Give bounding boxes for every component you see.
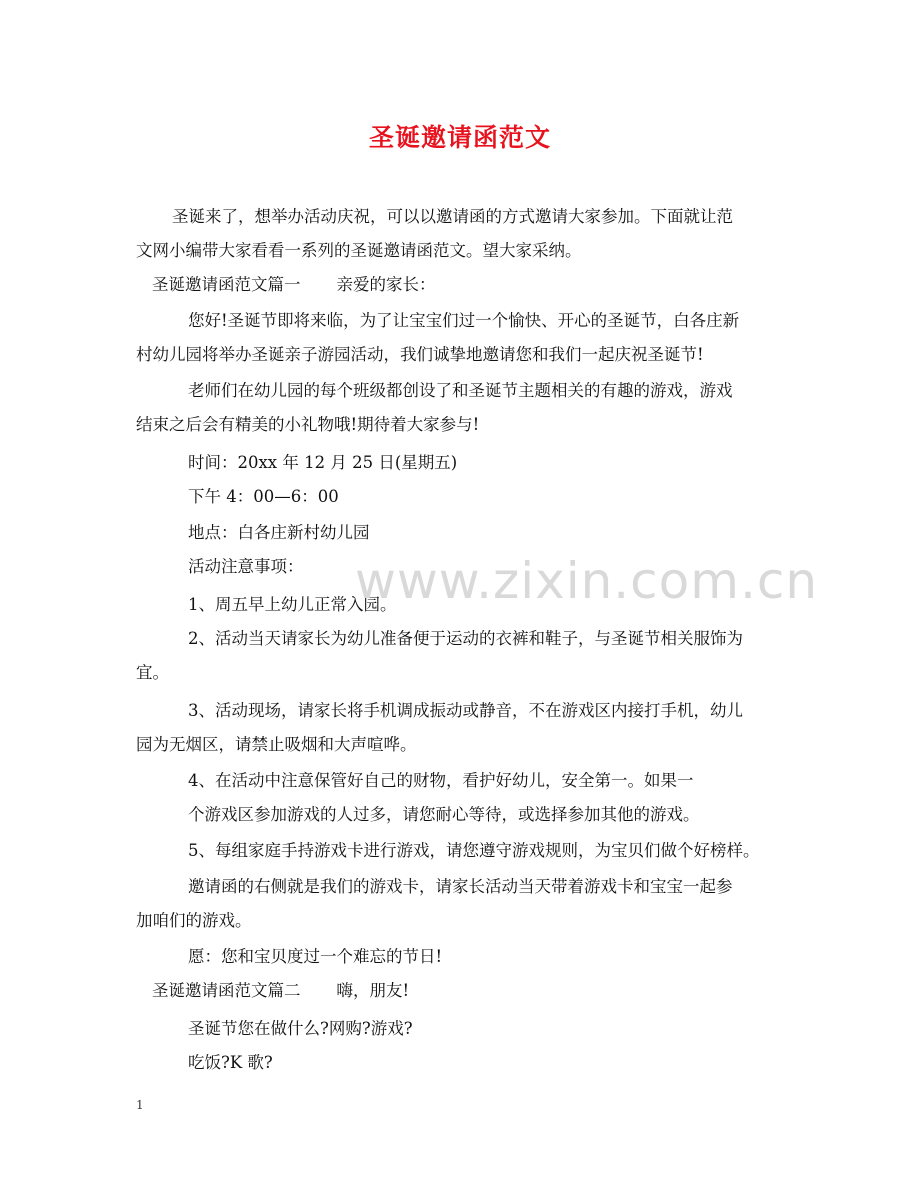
note-1: 1、周五早上幼儿正常入园。 [188, 595, 397, 614]
note-4-line-2: 个游戏区参加游戏的人过多，请您耐心等待，或选择参加其他的游戏。 [188, 805, 700, 824]
paragraph-1-line-2: 村幼儿园将举办圣诞亲子游园活动，我们诚挚地邀请您和我们一起庆祝圣诞节! [136, 345, 704, 364]
note-5: 5、每组家庭手持游戏卡进行游戏，请您遵守游戏规则，为宝贝们做个好榜样。 [188, 841, 760, 860]
page-number: 1 [136, 1098, 144, 1112]
note-2-line-1: 2、活动当天请家长为幼儿准备便于运动的衣裤和鞋子，与圣诞节相关服饰为 [188, 629, 743, 648]
section-2-line-1: 圣诞节您在做什么?网购?游戏? [188, 1019, 413, 1038]
document-title: 圣诞邀请函范文 [368, 123, 551, 152]
event-time-range: 下午 4：00—6：00 [188, 487, 339, 506]
section-1-heading [152, 268, 804, 302]
intro-line-2: 文网小编带大家看看一系列的圣诞邀请函范文。望大家采纳。 [136, 241, 582, 260]
watermark: www.zixin.com.cn [355, 552, 819, 610]
closing-wish: 愿：您和宝贝度过一个难忘的节日! [188, 947, 443, 966]
event-place: 地点：白各庄新村幼儿园 [188, 523, 370, 542]
paragraph-1-line-1: 您好!圣诞节即将来临，为了让宝宝们过一个愉快、开心的圣诞节，白各庄新 [188, 311, 740, 330]
note-3-line-1: 3、活动现场，请家长将手机调成振动或静音，不在游戏区内接打手机，幼儿 [188, 701, 743, 720]
paragraph-3-line-2: 加咱们的游戏。 [136, 911, 252, 930]
note-3-line-2: 园为无烟区，请禁止吸烟和大声喧哗。 [136, 735, 417, 754]
note-4-line-1: 4、在活动中注意保管好自己的财物，看护好幼儿，安全第一。如果一 [188, 771, 694, 790]
intro-line-1: 圣诞来了，想举办活动庆祝，可以以邀请函的方式邀请大家参加。下面就让范 [172, 207, 733, 226]
section-1-label: 圣诞邀请函范文篇一 [152, 275, 301, 294]
paragraph-2-line-1: 老师们在幼儿园的每个班级都创设了和圣诞节主题相关的有趣的游戏，游戏 [188, 381, 733, 400]
paragraph-3-line-1: 邀请函的右侧就是我们的游戏卡，请家长活动当天带着游戏卡和宝宝一起参 [188, 877, 733, 896]
notes-title: 活动注意事项： [188, 557, 304, 576]
section-2-greeting: 嗨，朋友! [336, 981, 410, 1000]
section-2-label: 圣诞邀请函范文篇二 [152, 981, 301, 1000]
section-2-line-2: 吃饭?K 歌? [188, 1053, 273, 1072]
event-time: 时间：20xx 年 12 月 25 日(星期五) [188, 453, 458, 472]
section-1-greeting: 亲爱的家长： [336, 275, 436, 294]
paragraph-2-line-2: 结束之后会有精美的小礼物哦!期待着大家参与! [136, 415, 480, 434]
note-2-line-2: 宜。 [136, 663, 169, 682]
section-2-heading [152, 974, 804, 1008]
